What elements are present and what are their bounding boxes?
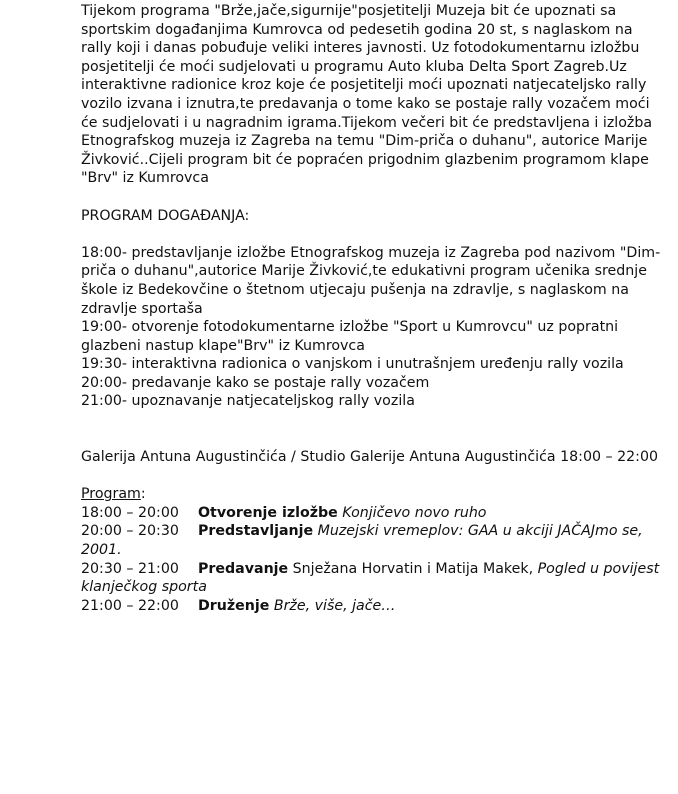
program-title-line — [81, 485, 666, 504]
program-section — [81, 485, 666, 615]
program-row-speakers: Snježana Horvatin i Matija Makek, — [292, 560, 534, 577]
gallery-location: Galerija Antuna Augustinčića / Studio Galerije Antuna Augustinčića 18:00 – 22:00 — [81, 449, 659, 466]
program-row-title: Druženje — [198, 597, 270, 614]
program-row-time: 21:00 – 22:00 — [81, 597, 179, 614]
program-title-colon: : — [140, 486, 146, 503]
intro-paragraph: Tijekom programa "Brže,jače,sigurnije"posjetitelji Muzeja bit će upoznati sa sportskim događanjima Kumrovca od pedesetih godina 20 st, s naglaskom na rally koji i danas pobuđuje veliki interes javnosti. Uz fotodokumentarnu izložbu posjetitelji će moći sudjelovati u programu Auto kluba Delta Sport Zagreb.Uz interaktivne radionice kroz koje će posjetitelji moći upoznati natjecateljsko rally vozilo izvana i iznutra,te predavanja o tome kako se postaje rally vozačem moći će sudjelovati i u nagradnim igrama.Tijekom večeri bit će predstavljena i izložba Etnografskog muzeja iz Zagreba na temu "Dim-priča o duhanu", autorice Marije Živković..Cijeli program bit će popraćen prigodnim glazbenim programom klape "Brv" iz Kumrovca — [81, 3, 653, 187]
document-page — [81, 0, 666, 615]
program-row — [81, 504, 666, 523]
program-row — [81, 560, 666, 597]
program-row-time: 18:00 – 20:00 — [81, 504, 179, 521]
schedule-item: 18:00- predstavljanje izložbe Etnografskog muzeja iz Zagreba pod nazivom "Dim-priča o duhanu",autorice Marije Živković,te edukativni program učenika srednje škole iz Bedekovčine o štetnom utjecaju pušenja na zdravlje, s naglaskom na zdravlje sportaša — [81, 244, 661, 317]
schedule-list — [81, 244, 666, 411]
program-row-subtitle: Konjičevo novo ruho — [342, 504, 487, 521]
schedule-item: 19:00- otvorenje fotodokumentarne izložbe "Sport u Kumrovcu" uz popratni glazbeni nastup klape"Brv" iz Kumrovca — [81, 319, 619, 354]
program-row-time: 20:00 – 20:30 — [81, 523, 179, 540]
program-row-subtitle: Muzejski vremeplov: GAA u akciji JAČAJmo se, 2001. — [81, 523, 643, 559]
program-row-title: Predstavljanje — [198, 523, 314, 540]
program-row-subtitle: Pogled u povijest klanječkog sporta — [81, 560, 660, 596]
schedule-item: 19:30- interaktivna radionica o vanjskom i unutrašnjem uređenju rally vozila — [81, 356, 624, 373]
program-title: Program — [81, 486, 141, 503]
program-row-time: 20:30 – 21:00 — [81, 560, 179, 577]
program-row-subtitle: Brže, više, jače… — [273, 597, 396, 614]
schedule-item: 21:00- upoznavanje natjecateljskog rally vozila — [81, 393, 415, 410]
program-row — [81, 597, 666, 616]
program-row-title: Otvorenje izložbe — [198, 504, 338, 521]
program-heading: PROGRAM DOGAĐANJA: — [81, 207, 250, 224]
program-row — [81, 522, 666, 559]
schedule-item: 20:00- predavanje kako se postaje rally vozačem — [81, 374, 430, 391]
program-row-title: Predavanje — [198, 560, 289, 577]
